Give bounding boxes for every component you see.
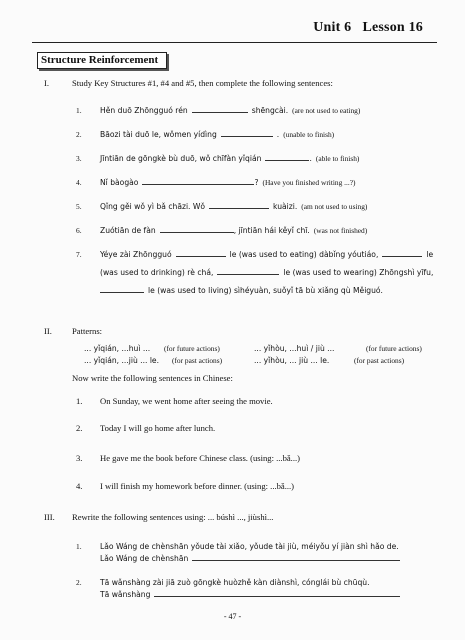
pattern-row: ... yǐhòu, ... jiù ... le. (for past actions) <box>254 356 405 365</box>
answer-blank[interactable] <box>192 105 248 113</box>
answer-blank[interactable] <box>217 267 279 275</box>
answer-blank[interactable] <box>209 201 269 209</box>
exercise-item: 5. Qǐng gěi wǒ yì bǎ chāzi. Wǒ kuàizi. (am not used to using) <box>76 202 368 211</box>
answer-blank[interactable] <box>100 285 144 293</box>
header-rule <box>32 42 437 43</box>
part2-numeral: II. <box>44 326 52 336</box>
section-title: Structure Reinforcement <box>37 52 167 69</box>
answer-blank[interactable] <box>154 589 400 597</box>
exercise-item: 3. Jīntiān de gōngkè bù duō, wǒ chīfàn yǐqián . (able to finish) <box>76 154 360 163</box>
exercise-item-continued: Lǎo Wáng de chènshān <box>100 548 400 566</box>
exercise-item: 4. Nǐ bàogào ? (Have you finished writing ...?) <box>76 178 356 187</box>
answer-blank[interactable] <box>176 249 226 257</box>
exercise-item: 2. Today I will go home after lunch. <box>76 423 216 433</box>
page-header <box>313 20 423 36</box>
part1-instruction: Study Key Structures #1, #4 and #5, then complete the following sentences: <box>72 78 333 88</box>
exercise-item: 1. Hěn duō Zhōngguó rén shēngcài. (are not used to eating) <box>76 106 361 115</box>
pattern-row: ... yǐhòu, ...huì / jiù ... (for future actions) <box>254 344 422 353</box>
exercise-item: 1. Lǎo Wáng de chènshān yǒude tài xiǎo, yǒude tài jiù, méiyǒu yí jiàn shì hǎo de. <box>76 542 399 551</box>
pattern-row: ... yǐqián, ...jiù ... le. (for past actions) <box>84 356 223 365</box>
exercise-item-continued: (was used to drinking) rè chá, le (was used to wearing) Zhōngshì yīfu, <box>100 268 434 277</box>
exercise-item: 6. Zuótiān de fàn , jīntiān hái kěyǐ chī. (was not finished) <box>76 226 368 235</box>
part3-numeral: III. <box>44 512 55 522</box>
lesson-label: Lesson 16 <box>362 20 423 35</box>
exercise-item-continued: Tā wǎnshàng <box>100 584 400 602</box>
part1-numeral: I. <box>44 78 50 88</box>
exercise-item: 3. He gave me the book before Chinese class. (using: ...bǎ...) <box>76 453 300 463</box>
exercise-item: 4. I will finish my homework before dinner. (using: ...bǎ...) <box>76 481 295 491</box>
exercise-item-continued: le (was used to living) sìhéyuàn, suǒyǐ tā bù xiǎng qù Měiguó. <box>100 280 383 298</box>
exercise-item: 1. On Sunday, we went home after seeing the movie. <box>76 396 273 406</box>
part3-instruction: Rewrite the following sentences using: ... búshì ..., jiùshì... <box>72 512 274 522</box>
answer-blank[interactable] <box>160 225 234 233</box>
exercise-item: 2. Bāozi tài duō le, wǒmen yídìng . (unable to finish) <box>76 130 335 139</box>
exercise-item: 2. Tā wǎnshàng zài jiā zuò gōngkè huòzhě kàn diànshì, cónglái bù chūqù. <box>76 578 370 587</box>
answer-blank[interactable] <box>382 249 422 257</box>
page-number: - 47 - <box>223 612 242 621</box>
exercise-item: 7. Yéye zài Zhōngguó le (was used to eating) dàbǐng yóutiáo, le <box>76 250 434 259</box>
pattern-row: ... yǐqián, ...huì ... (for future actions) <box>84 344 220 353</box>
answer-blank[interactable] <box>142 177 254 185</box>
part2-instruction: Now write the following sentences in Chinese: <box>72 373 233 383</box>
answer-blank[interactable] <box>265 153 309 161</box>
unit-label: Unit 6 <box>313 20 352 35</box>
answer-blank[interactable] <box>221 129 273 137</box>
answer-blank[interactable] <box>192 553 400 561</box>
patterns-label: Patterns: <box>72 326 103 336</box>
